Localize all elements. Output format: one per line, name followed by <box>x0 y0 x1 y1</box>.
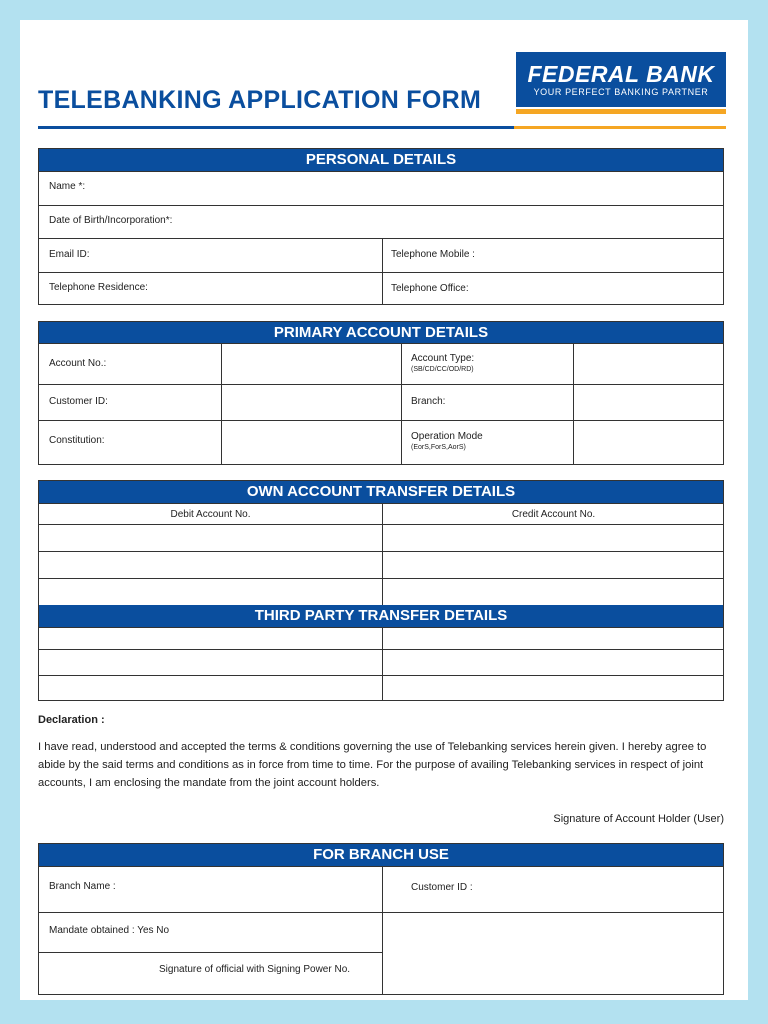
branch-use-heading: FOR BRANCH USE <box>39 844 723 866</box>
telephone-office-field[interactable] <box>479 273 719 305</box>
telephone-residence-field[interactable] <box>159 273 379 305</box>
branch-name-field[interactable] <box>129 867 379 912</box>
account-no-field[interactable] <box>222 344 400 384</box>
primary-account-heading: PRIMARY ACCOUNT DETAILS <box>39 322 723 343</box>
debit-account-header: Debit Account No. <box>170 509 251 520</box>
third-party-transfer-heading: THIRD PARTY TRANSFER DETAILS <box>39 605 723 627</box>
logo-tagline: YOUR PERFECT BANKING PARTNER <box>533 87 709 97</box>
form-page <box>20 20 748 1000</box>
operation-mode-label: Operation Mode <box>411 431 483 442</box>
own-credit-field-1[interactable] <box>383 525 724 551</box>
branch-customer-id-label: Customer ID : <box>411 882 473 893</box>
own-account-transfer-heading: OWN ACCOUNT TRANSFER DETAILS <box>39 481 723 503</box>
operation-mode-field[interactable] <box>574 421 724 465</box>
page-title: TELEBANKING APPLICATION FORM <box>38 86 482 114</box>
telephone-mobile-label: Telephone Mobile : <box>391 249 475 260</box>
telephone-residence-label: Telephone Residence: <box>49 282 148 293</box>
divider <box>401 343 402 465</box>
customer-id-label: Customer ID: <box>49 396 108 407</box>
divider <box>39 503 723 504</box>
bank-logo <box>516 52 726 107</box>
third-party-debit-field-2[interactable] <box>39 650 382 675</box>
branch-field[interactable] <box>574 385 724 420</box>
branch-label: Branch: <box>411 396 446 407</box>
title-underline-blue <box>38 126 514 129</box>
telephone-office-label: Telephone Office: <box>391 283 469 294</box>
own-debit-field-1[interactable] <box>39 525 382 551</box>
personal-details-section <box>38 148 724 305</box>
divider <box>382 238 383 305</box>
email-label: Email ID: <box>49 249 90 260</box>
third-party-credit-field-1[interactable] <box>383 628 724 649</box>
own-debit-field-3[interactable] <box>39 579 382 605</box>
mandate-obtained-label: Mandate obtained : Yes No <box>49 925 170 936</box>
own-debit-field-2[interactable] <box>39 552 382 578</box>
constitution-label: Constitution: <box>49 435 105 446</box>
personal-details-heading: PERSONAL DETAILS <box>39 149 723 171</box>
third-party-debit-field-1[interactable] <box>39 628 382 649</box>
title-underline-orange <box>514 126 726 129</box>
branch-name-label: Branch Name : <box>49 881 116 892</box>
name-field[interactable] <box>119 172 719 205</box>
primary-account-section <box>38 321 724 465</box>
customer-id-field[interactable] <box>222 385 400 420</box>
transfer-details-section <box>38 480 724 701</box>
credit-account-header: Credit Account No. <box>511 509 596 520</box>
third-party-debit-field-3[interactable] <box>39 676 382 701</box>
account-no-label: Account No.: <box>49 358 107 369</box>
dob-field[interactable] <box>199 206 719 238</box>
own-credit-field-2[interactable] <box>383 552 724 578</box>
own-credit-field-3[interactable] <box>383 579 724 605</box>
telephone-mobile-field[interactable] <box>489 239 719 272</box>
logo-accent-bar <box>516 109 726 114</box>
declaration-heading: Declaration : <box>38 714 105 726</box>
email-field[interactable] <box>99 239 379 272</box>
divider <box>39 952 382 953</box>
account-type-label: Account Type: <box>411 353 475 364</box>
official-signature-label: Signature of official with Signing Power No. <box>159 964 351 975</box>
logo-name: FEDERAL BANK <box>527 61 715 87</box>
branch-use-section <box>38 843 724 995</box>
branch-customer-id-field[interactable] <box>484 867 724 912</box>
name-label: Name *: <box>49 181 86 192</box>
third-party-credit-field-2[interactable] <box>383 650 724 675</box>
dob-label: Date of Birth/Incorporation*: <box>49 215 173 226</box>
third-party-credit-field-3[interactable] <box>383 676 724 701</box>
declaration-text: I have read, understood and accepted the terms & conditions governing the use of Telebanking services herein given. I hereby agree to abide by the said terms and conditions as in force from time to time. For the purpose of availing Telebanking services in respect of joint accounts, I am enclosing the mandate from the joint account holders. <box>38 741 707 789</box>
constitution-field[interactable] <box>222 421 400 465</box>
operation-mode-hint: (EorS,ForS,AorS) <box>411 444 466 451</box>
account-type-hint: (SB/CD/CC/OD/RD) <box>411 366 474 373</box>
account-type-field[interactable] <box>574 344 724 384</box>
account-holder-signature-label: Signature of Account Holder (User) <box>553 813 724 825</box>
official-signature-field[interactable] <box>383 913 724 995</box>
